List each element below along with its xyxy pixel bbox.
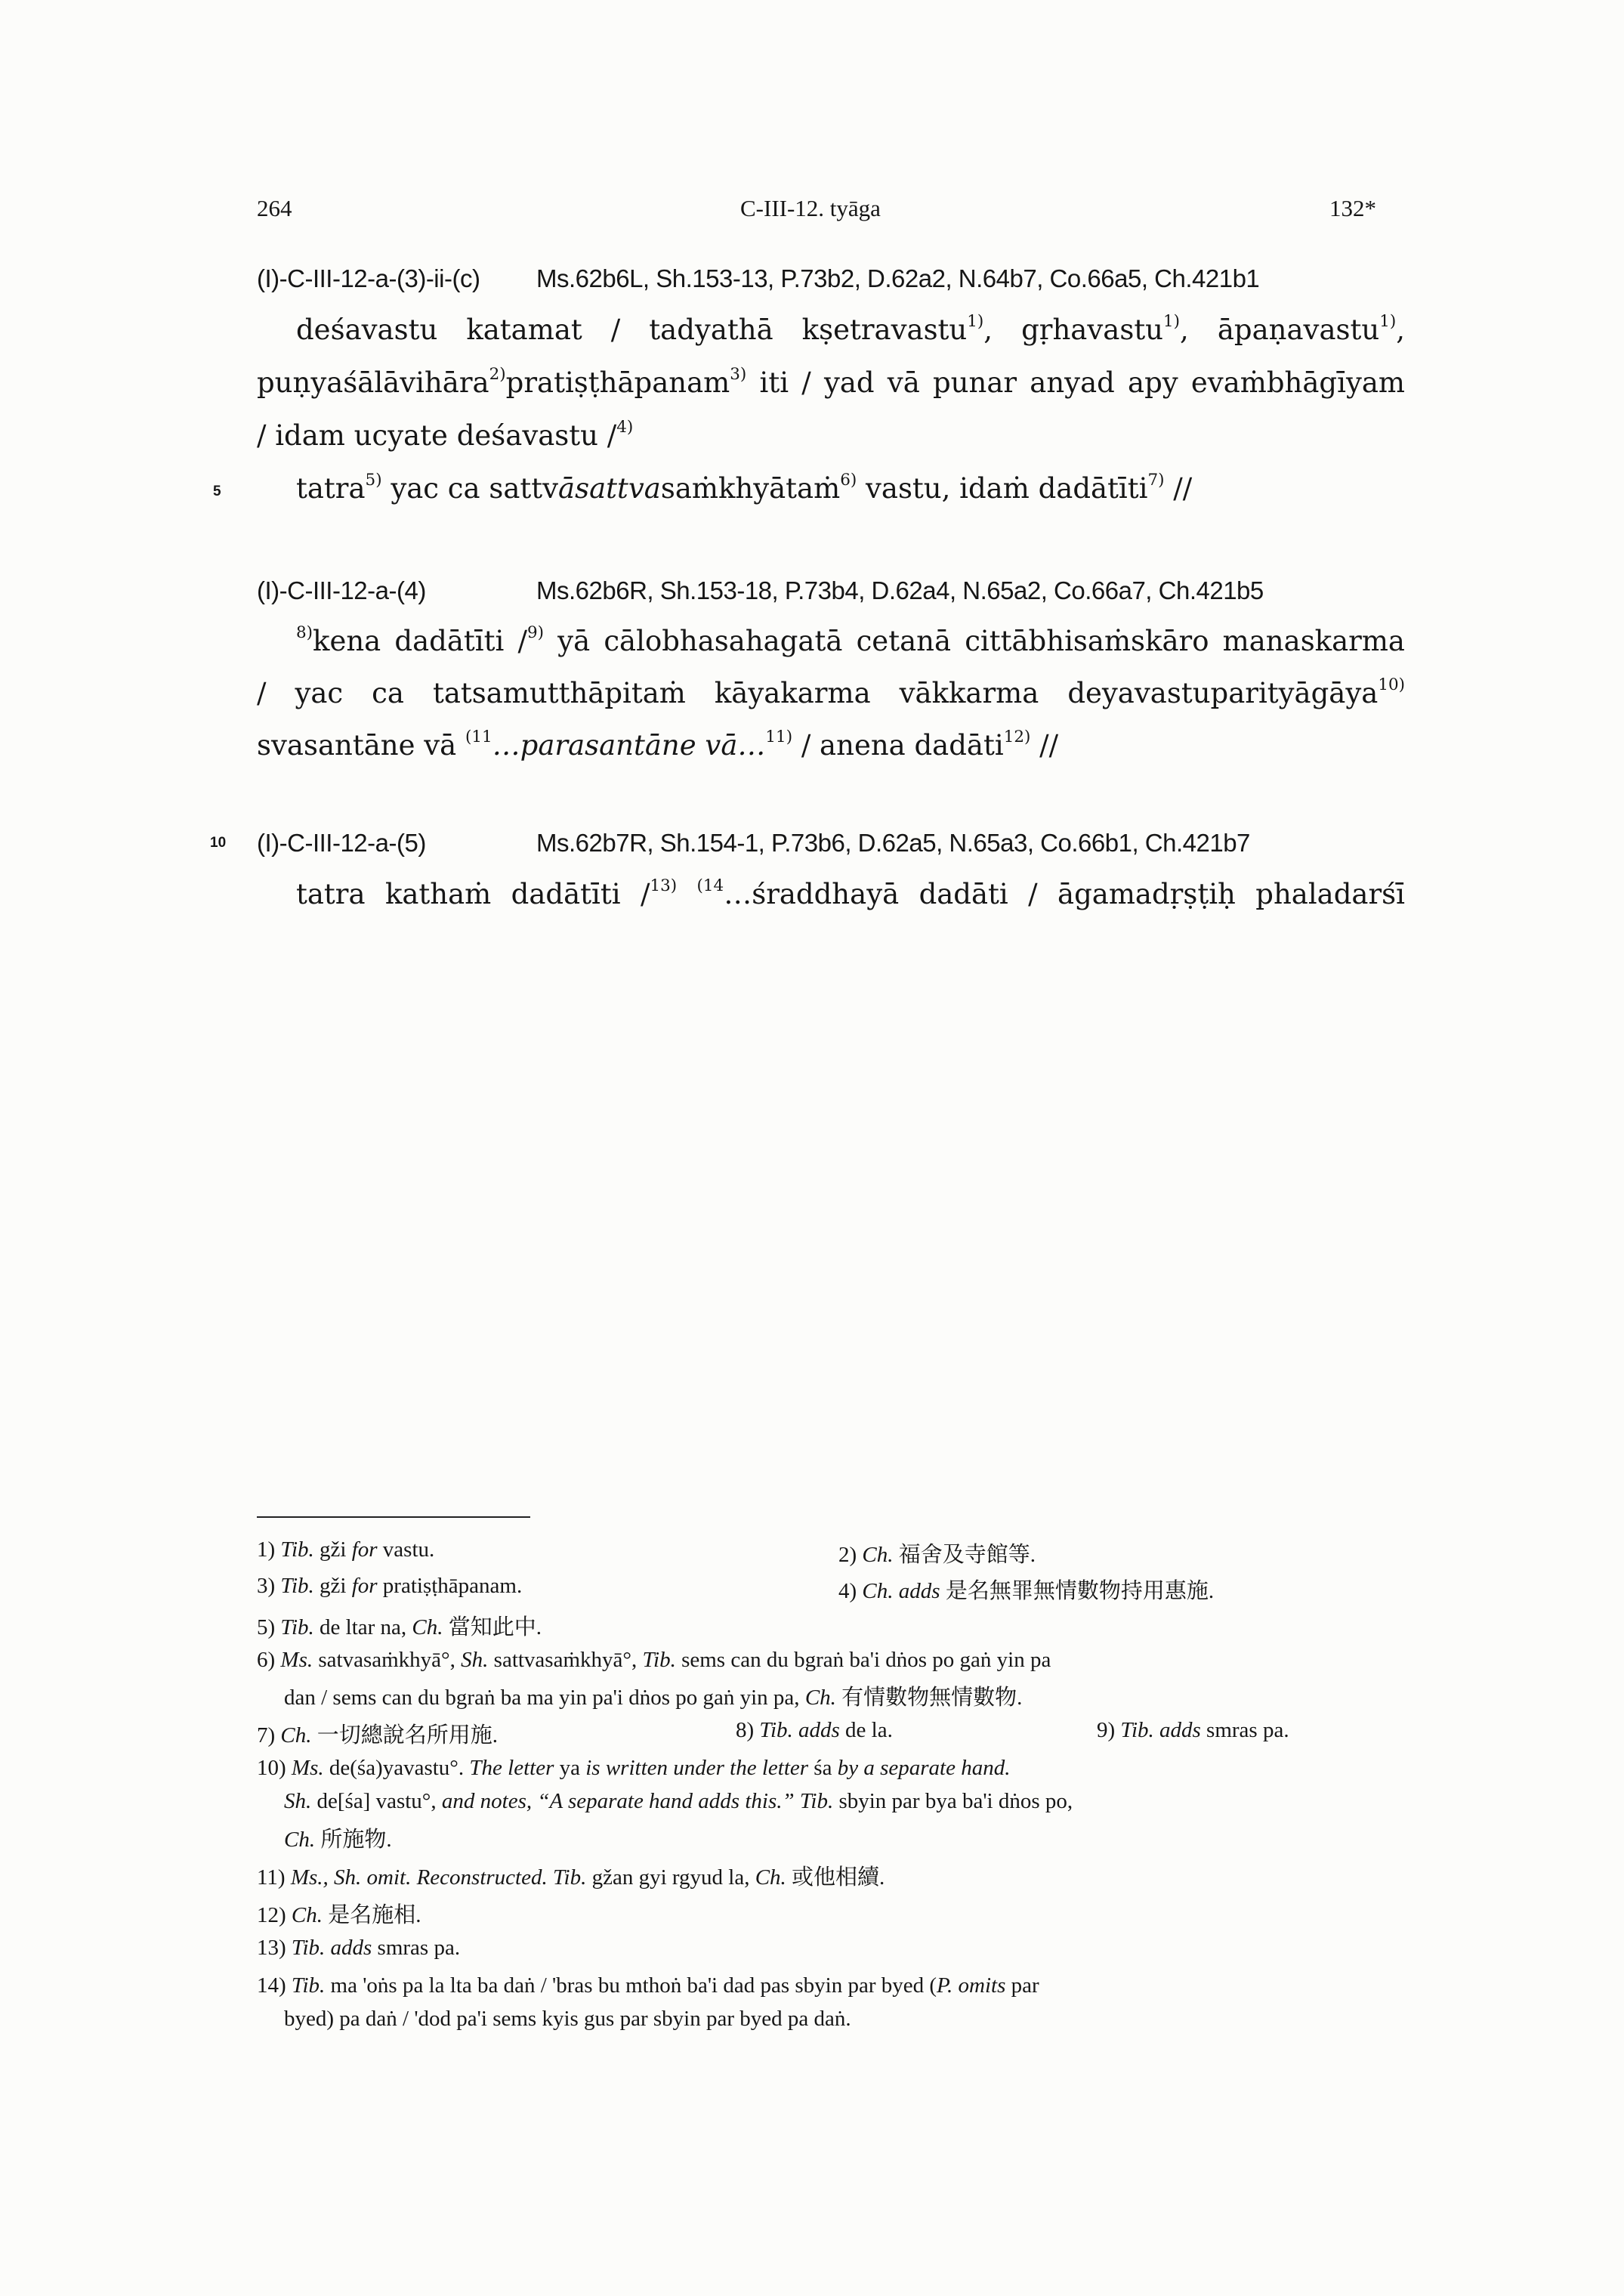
italic-text: Tib. adds [291, 1936, 372, 1960]
text-line: / idam ucyate deśavastu /$^{4)}$ [257, 417, 634, 452]
section-heading [257, 576, 1405, 608]
footnote: 12) Ch. 是名施相. [257, 1903, 421, 1927]
italic-text: Ch. [862, 1543, 894, 1567]
footnote: 10) Ms. de(śa)yavastu°. The letter ya is written under the letter śa by a separate hand. [257, 1756, 1011, 1780]
running-title: C-III-12. tyāga [740, 195, 881, 221]
italic-text: Tib. [291, 1973, 326, 1998]
italic-text: is written under the letter [585, 1756, 809, 1780]
italic-text: Tib. [642, 1648, 676, 1672]
note-reference: 13) [650, 876, 678, 895]
note-reference: 2) [489, 364, 506, 384]
italic-text: Tib. adds [759, 1718, 840, 1742]
text-line: svasantāne vā $^{(11}$…parasantāne vā…$^{11)}$ / anena dadāti$^{12)}$ // [257, 727, 1059, 762]
italic-text: for [351, 1574, 378, 1598]
italic-text: Ms., Sh. omit. Reconstructed. Tib. [290, 1865, 587, 1890]
section-heading [257, 264, 1405, 296]
text-line: deśavastu katamat / tadyathā kṣetravastu$^{1)}$, gṛhavastu$^{1)}$, āpaṇavastu$^{1)}$, [296, 311, 1405, 346]
note-reference: 4) [616, 417, 634, 437]
footnote: 6) Ms. satvasaṁkhyā°, Sh. sattvasaṁkhyā°, Tib. sems can du bgraṅ ba'i dṅos po gaṅ yin pa [257, 1648, 1051, 1672]
italic-text: Ch. adds [862, 1579, 940, 1603]
footnote: 1) Tib. gži for vastu. [257, 1537, 435, 1562]
text-line: $^{8)}$kena dadātīti /$^{9)}$ yā cālobhasahagatā cetanā cittābhisaṁskāro manaskarma [296, 623, 1405, 657]
italic-text: The letter [469, 1756, 554, 1780]
text-line: tatra kathaṁ dadātīti /$^{13)}$ $^{(14}$…śraddhayā dadāti / āgamadṛṣṭiḥ phaladarśī [296, 876, 1405, 910]
footnote: 8) Tib. adds de la. [736, 1718, 893, 1742]
italic-text: Ch. [291, 1903, 323, 1927]
text-line: tatra$^{5)}$ yac ca sattvāsattvasaṁkhyātaṁ$^{6)}$ vastu, idaṁ dadātīti$^{7)}$ // [296, 470, 1193, 505]
footnote: 2) Ch. 福舍及寺館等. [838, 1543, 1036, 1567]
italic-text: P. omits [937, 1973, 1006, 1998]
footnote-continuation: dan / sems can du bgraṅ ba ma yin pa'i dṅos po gaṅ yin pa, Ch. 有情數物無情數物. [284, 1686, 1023, 1710]
footnote-continuation: Sh. de[śa] vastu°, and notes, “A separate hand adds this.” Tib. sbyin par bya ba'i dṅos po, [284, 1789, 1073, 1813]
section-references: Ms.62b7R, Sh.154-1, P.73b6, D.62a5, N.65a3, Co.66b1, Ch.421b7 [536, 829, 1250, 857]
note-reference: 7) [1147, 470, 1165, 490]
footnote: 5) Tib. de ltar na, Ch. 當知此中. [257, 1615, 542, 1639]
note-reference: 1) [1163, 311, 1181, 331]
italic-text: for [351, 1537, 378, 1562]
section-id: (I)-C-III-12-a-(5) [257, 829, 426, 857]
note-reference: (14 [696, 876, 724, 895]
footnote: 3) Tib. gži for pratiṣṭhāpanam. [257, 1574, 523, 1598]
footnote-rule [257, 1516, 530, 1518]
note-reference: 9) [526, 623, 544, 642]
italic-text: Ch. [755, 1865, 786, 1890]
footnote: 13) Tib. adds smras pa. [257, 1936, 461, 1960]
italic-text: Sh. [284, 1789, 312, 1813]
note-reference: 1) [967, 311, 984, 331]
note-reference: 10) [1378, 675, 1405, 694]
note-reference: 11) [765, 727, 793, 746]
section-references: Ms.62b6L, Sh.153-13, P.73b2, D.62a2, N.64b7, Co.66a5, Ch.421b1 [536, 264, 1260, 292]
footnote: 9) Tib. adds smras pa. [1097, 1718, 1289, 1742]
page-marker: 132* [1329, 195, 1376, 221]
italic-text: Ch. [412, 1615, 443, 1639]
footnote: 4) Ch. adds 是名無罪無情數物持用惠施. [838, 1579, 1215, 1603]
italic-text: Tib. adds [1120, 1718, 1201, 1742]
section-id: (I)-C-III-12-a-(4) [257, 576, 426, 604]
note-reference: 12) [1003, 727, 1031, 746]
note-reference: 1) [1379, 311, 1397, 331]
text-line: puṇyaśālāvihāra$^{2)}$pratiṣṭhāpanam$^{3)}$ iti / yad vā punar anyad apy evaṁbhāgīyam [257, 364, 1405, 399]
italic-text: …parasantāne vā… [492, 729, 766, 762]
italic-text: Ms. [291, 1756, 324, 1780]
section-references: Ms.62b6R, Sh.153-18, P.73b4, D.62a4, N.65a2, Co.66a7, Ch.421b5 [536, 576, 1264, 604]
note-reference: 5) [365, 470, 382, 490]
section-id: (I)-C-III-12-a-(3)-ii-(c) [257, 264, 480, 292]
footnote: 11) Ms., Sh. omit. Reconstructed. Tib. gžan gyi rgyud la, Ch. 或他相續. [257, 1865, 885, 1890]
note-reference: (11 [465, 727, 492, 746]
note-reference: 3) [730, 364, 747, 384]
italic-text: Sh. [461, 1648, 489, 1672]
footnote: 14) Tib. ma 'oṅs pa la lta ba daṅ / 'bras bu mthoṅ ba'i dad pas sbyin par byed (P. omits par [257, 1973, 1039, 1998]
italic-text: Ch. [804, 1686, 836, 1710]
footnote-continuation: byed) pa daṅ / 'dod pa'i sems kyis gus par sbyin par byed pa daṅ. [284, 2007, 851, 2031]
note-reference: 8) [296, 623, 313, 642]
line-number: 10 [210, 835, 227, 851]
italic-text: Ms. [280, 1648, 313, 1672]
italic-text: āsattva [558, 472, 661, 505]
italic-text: Tib. [280, 1537, 314, 1562]
note-reference: 6) [840, 470, 857, 490]
italic-text: Ch. [280, 1723, 312, 1747]
text-line: / yac ca tatsamutthāpitaṁ kāyakarma vākkarma deyavastuparityāgāya$^{10)}$ [257, 675, 1405, 709]
italic-text: Ch. [284, 1828, 316, 1852]
page-number: 264 [257, 195, 292, 221]
italic-text: and notes, “A separate hand adds this.” [441, 1789, 795, 1813]
italic-text: Tib. [280, 1615, 314, 1639]
italic-text: by a separate hand. [837, 1756, 1011, 1780]
italic-text: Tib. [799, 1789, 834, 1813]
footnote: 7) Ch. 一切總說名所用施. [257, 1723, 499, 1747]
footnote-continuation: Ch. 所施物. [284, 1828, 392, 1852]
italic-text: Tib. [280, 1574, 314, 1598]
section-heading [257, 829, 1405, 861]
line-number: 5 [213, 484, 221, 499]
